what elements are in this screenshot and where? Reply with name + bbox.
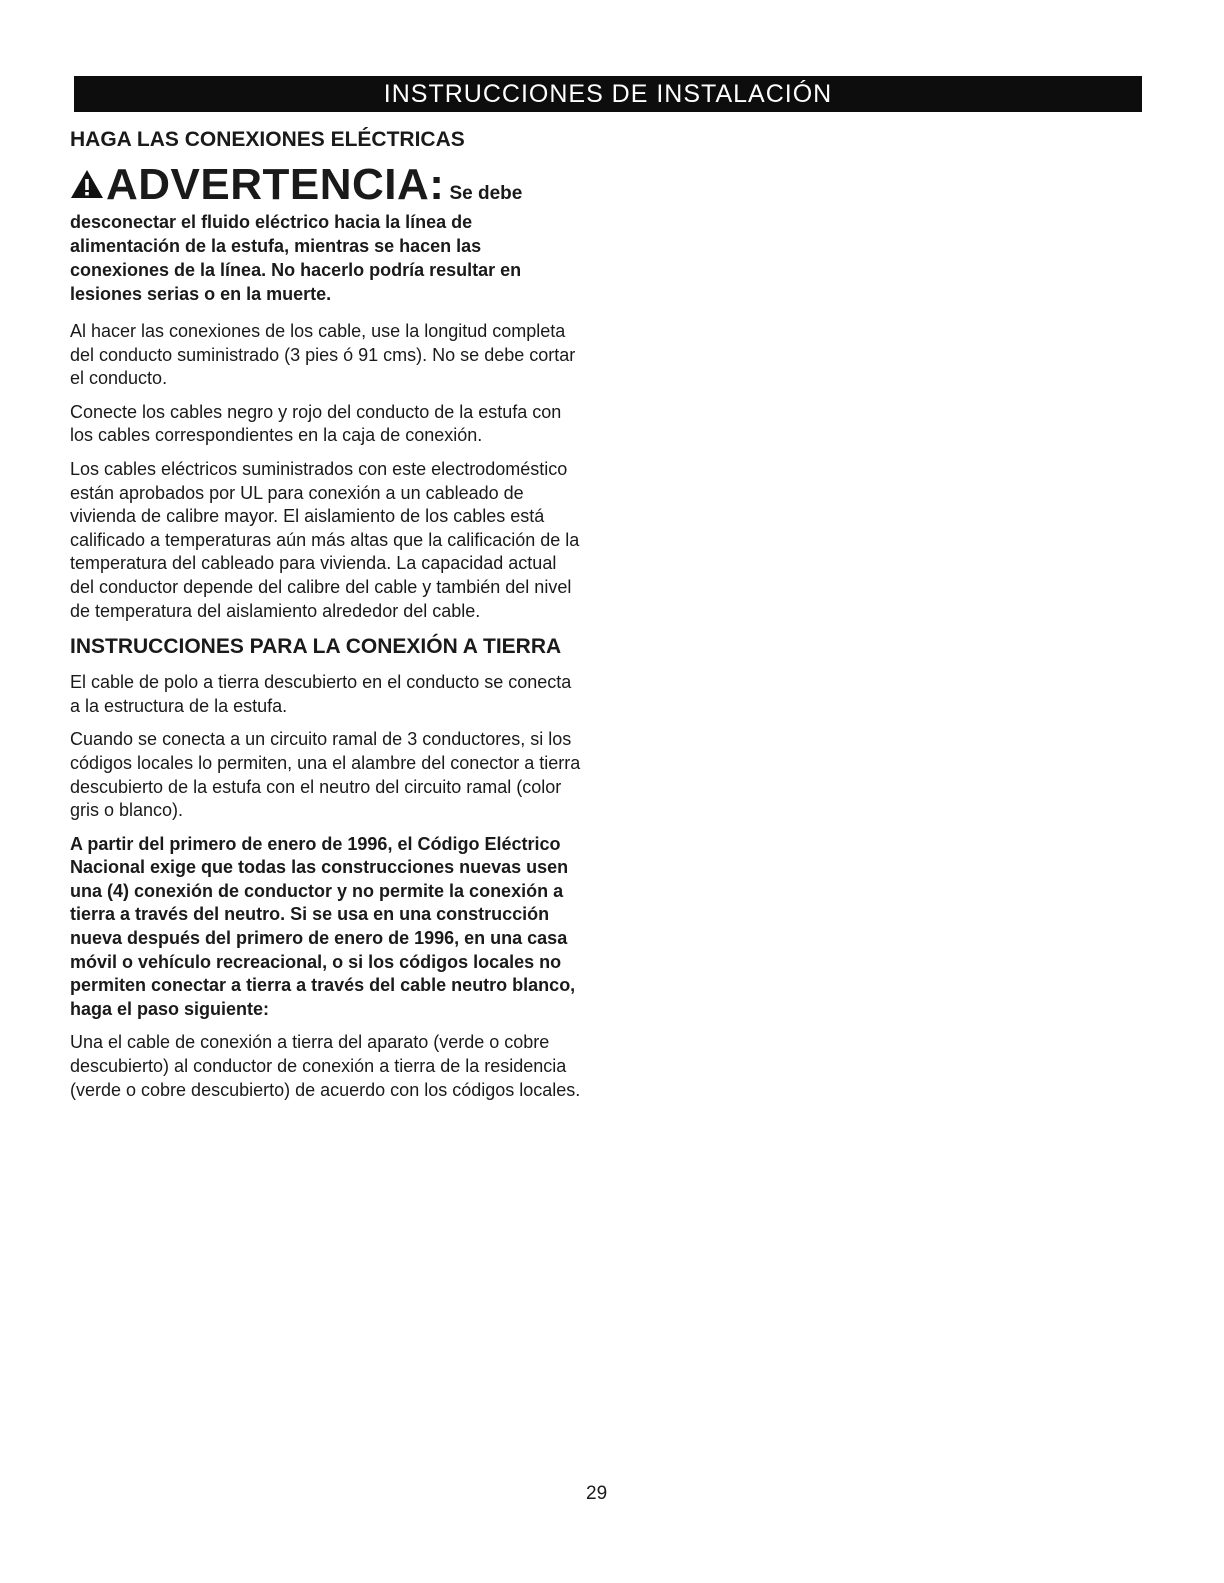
paragraph-connect-wires: Conecte los cables negro y rojo del conducto de la estufa con los cables correspondientes en la caja de conexión. xyxy=(70,401,562,446)
page-number: 29 xyxy=(586,1483,608,1504)
paragraph-appliance-ground: Una el cable de conexión a tierra del aparato (verde o cobre descubierto) al conductor de conexión a tierra de la residencia (verde o cobre descubierto) de acuerdo con los códigos locales. xyxy=(70,1032,581,1100)
warning-title-line xyxy=(70,160,444,210)
warning-block xyxy=(70,160,585,306)
content-column xyxy=(70,126,585,1112)
warning-triangle-icon xyxy=(70,169,104,199)
paragraph-conduit-length: Al hacer las conexiones de los cable, use la longitud completa del conducto suministrado (3 pies ó 91 cms). No se debe cortar el conducto. xyxy=(70,321,576,389)
paragraph-ground-wire: El cable de polo a tierra descubierto en el conducto se conecta a la estructura de la estufa. xyxy=(70,672,572,716)
section-banner: INSTRUCCIONES DE INSTALACIÓN xyxy=(74,76,1142,112)
warning-lead: Se debe xyxy=(449,183,523,204)
paragraph-three-conductor: Cuando se conecta a un circuito ramal de 3 conductores, si los códigos locales lo permiten, una el alambre del conector a tierra descubierto de la estufa con el neutro del circuito ramal (color gris o blanco). xyxy=(70,729,581,821)
section-heading-electrical: HAGA LAS CONEXIONES ELÉCTRICAS xyxy=(70,128,465,151)
paragraph-ul-approval: Los cables eléctricos suministrados con este electrodoméstico están aprobados por UL para conexión a un cableado de vivienda de calibre mayor. El aislamiento de los cables está calificado a temperaturas aún más altas que la calificación de la temperatura del cableado para vivienda. La capacidad actual del conductor depende del calibre del cable y también del nivel de temperatura del aislamiento alrededor del cable. xyxy=(70,458,580,621)
paragraph-nec-1996: A partir del primero de enero de 1996, el Código Eléctrico Nacional exige que todas las construcciones nuevas usen una (4) conexión de conductor y no permite la conexión a tierra a través del neutro. Si se usa en una construcción nueva después del primero de enero de 1996, en una casa móvil o vehículo recreacional, o si los códigos locales no permiten conectar a tierra a través del cable neutro blanco, haga el paso siguiente: xyxy=(70,833,576,1019)
warning-text: desconectar el fluido eléctrico hacia la línea de alimentación de la estufa, mientras se hacen las conexiones de la línea. No hacerlo podría resultar en lesiones serias o en la muerte. xyxy=(70,212,522,304)
warning-title: ADVERTENCIA: xyxy=(106,160,445,209)
section-heading-grounding: INSTRUCCIONES PARA LA CONEXIÓN A TIERRA xyxy=(70,635,562,659)
